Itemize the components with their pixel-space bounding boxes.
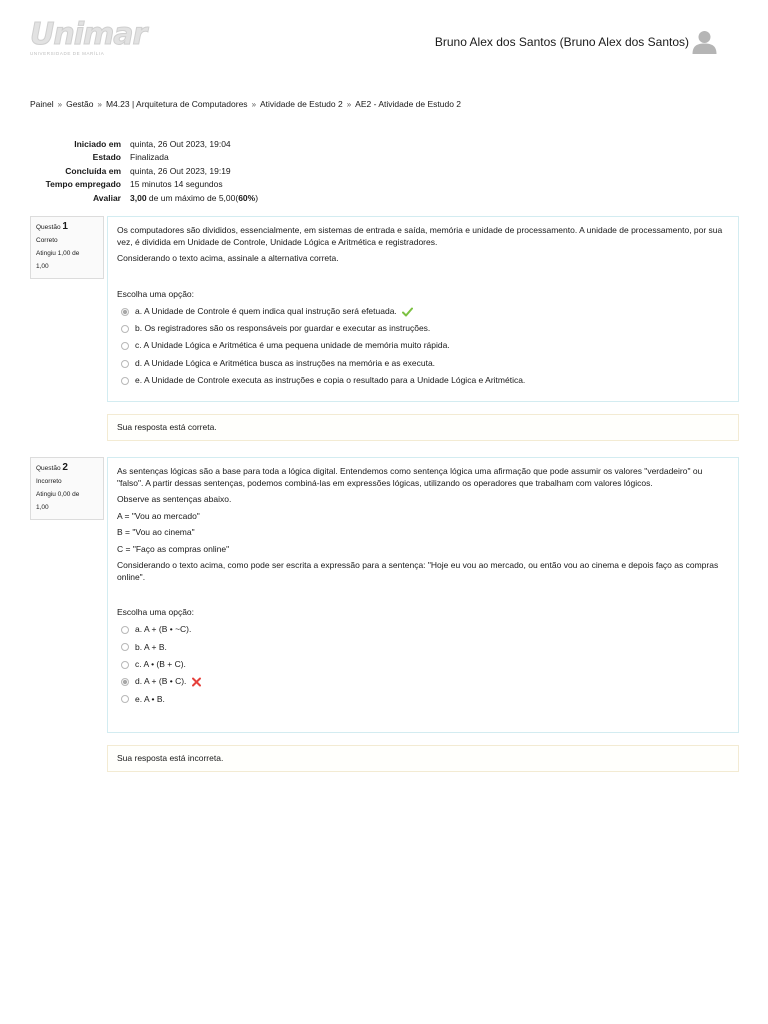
summary-row-time — [30, 178, 258, 192]
question-text: A = "Vou ao mercado" — [117, 510, 200, 521]
radio-button[interactable] — [121, 695, 129, 703]
question-1-content — [107, 216, 739, 402]
answer-option[interactable] — [117, 355, 729, 372]
summary-label: Estado — [92, 152, 121, 163]
breadcrumb — [30, 99, 461, 109]
radio-button[interactable] — [121, 342, 129, 350]
radio-button-selected[interactable] — [121, 678, 129, 686]
question-text: Considerando o texto acima, assinale a alternativa correta. — [117, 253, 339, 263]
logo-tagline: UNIVERSIDADE DE MARÍLIA — [30, 51, 105, 56]
question-grade: Atingiu 0,00 de — [36, 491, 80, 498]
answer-option[interactable] — [117, 372, 729, 389]
radio-button[interactable] — [121, 377, 129, 385]
breadcrumb-separator: » — [97, 100, 102, 109]
question-text: As sentenças lógicas são a base para toda a lógica digital. Entendemos como sentença lógica uma afirmação que pode assumir os valores "verdadeiro" ou "falso". A partir dessas sentenças, podemos combiná-las em expressões lógicas, utilizando os operadores que trabalham com valores lógicos. — [117, 466, 703, 488]
summary-value: quinta, 26 Out 2023, 19:19 — [130, 165, 231, 176]
question-number: Questão 1 — [36, 221, 68, 232]
question-1-feedback: Sua resposta está correta. — [107, 414, 739, 441]
attempt-summary — [30, 137, 258, 205]
choose-option-label: Escolha uma opção: — [117, 607, 195, 617]
question-1-info — [30, 216, 104, 279]
question-grade-max: 1,00 — [36, 504, 49, 511]
summary-row-state — [30, 151, 258, 165]
answer-option[interactable] — [117, 622, 729, 639]
breadcrumb-course[interactable]: M4.23 | Arquitetura de Computadores — [105, 99, 248, 109]
question-2-content — [107, 457, 739, 733]
answer-option[interactable] — [117, 673, 729, 690]
summary-row-started — [30, 137, 258, 151]
summary-label: Tempo empregado — [45, 179, 121, 190]
option-label: d. A + (B • C). — [135, 676, 187, 687]
summary-row-completed — [30, 164, 258, 178]
unimar-logo[interactable] — [30, 17, 152, 58]
grade-percent: 60% — [238, 192, 256, 203]
breadcrumb-separator: » — [346, 100, 352, 109]
question-status: Correto — [36, 237, 58, 244]
question-text: C = "Faço as compras online" — [117, 543, 230, 554]
choose-option-label: Escolha uma opção: — [117, 288, 195, 299]
question-text: Observe as sentenças abaixo. — [117, 494, 232, 504]
summary-value — [130, 191, 258, 205]
breadcrumb-separator: » — [251, 100, 257, 109]
question-status: Incorreto — [36, 478, 62, 485]
answer-option[interactable] — [117, 320, 729, 337]
summary-label: Avaliar — [92, 192, 121, 203]
radio-button[interactable] — [121, 325, 129, 333]
breadcrumb-current[interactable]: AE2 - Atividade de Estudo 2 — [355, 99, 462, 109]
cross-icon — [191, 677, 202, 687]
question-grade-max: 1,00 — [36, 263, 49, 270]
question-2-feedback: Sua resposta está incorreta. — [107, 745, 739, 772]
radio-button[interactable] — [121, 661, 129, 669]
radio-button[interactable] — [121, 643, 129, 651]
breadcrumb-painel[interactable]: Painel — [30, 99, 54, 109]
grade-score: 3,00 — [130, 192, 147, 203]
answer-option[interactable] — [117, 303, 729, 320]
radio-button-selected[interactable] — [121, 308, 129, 316]
option-label: a. A Unidade de Controle é quem indica qual instrução será efetuada. — [135, 305, 397, 316]
logo-wordmark: Unimar — [30, 17, 147, 52]
question-text: Os computadores são divididos, essencialmente, em sistemas de entrada e saída, memória e unidade de processamento. A unidade de processamento, por sua vez, é dividida em Unidade de Controle, Unidade Lógica e Aritmética e registradores. — [117, 225, 723, 247]
summary-label: Concluída em — [65, 165, 121, 176]
summary-label: Iniciado em — [74, 138, 121, 149]
question-text: B = "Vou ao cinema" — [117, 527, 195, 537]
question-grade: Atingiu 1,00 de — [36, 250, 80, 257]
user-avatar-icon[interactable] — [692, 30, 717, 54]
option-label: a. A + (B • ~C). — [135, 624, 192, 635]
check-icon — [402, 307, 413, 317]
option-label: c. A Unidade Lógica e Aritmética é uma pequena unidade de memória muito rápida. — [135, 340, 450, 351]
breadcrumb-activity[interactable]: Atividade de Estudo 2 — [260, 99, 343, 109]
summary-value: 15 minutos 14 segundos — [130, 179, 223, 190]
summary-value: quinta, 26 Out 2023, 19:04 — [130, 138, 231, 149]
summary-value: Finalizada — [130, 152, 169, 163]
option-label: d. A Unidade Lógica e Aritmética busca as instruções na memória e as executa. — [135, 357, 436, 368]
radio-button[interactable] — [121, 626, 129, 634]
breadcrumb-separator: » — [57, 100, 63, 109]
option-label: e. A Unidade de Controle executa as instruções e copia o resultado para a Unidade Lógica e Aritmética. — [135, 375, 526, 386]
answer-option[interactable] — [117, 338, 729, 355]
question-2-info — [30, 457, 104, 520]
question-number: Questão 2 — [36, 462, 68, 473]
grade-text-end: ) — [255, 192, 259, 203]
option-label: b. Os registradores são os responsáveis por guardar e executar as instruções. — [135, 323, 431, 334]
answer-option[interactable] — [117, 691, 729, 708]
option-label: c. A • (B + C). — [135, 658, 186, 669]
question-text: Considerando o texto acima, como pode ser escrita a expressão para a sentença: "Hoje eu vou ao mercado, ou então vou ao cinema e depois faço as compras online". — [117, 560, 719, 582]
breadcrumb-gestao[interactable]: Gestão — [66, 99, 94, 109]
option-label: e. A • B. — [135, 693, 165, 704]
summary-row-grade — [30, 191, 258, 205]
grade-text: de um máximo de 5,00( — [146, 192, 239, 203]
answer-option[interactable] — [117, 656, 729, 673]
radio-button[interactable] — [121, 360, 129, 368]
user-name[interactable]: Bruno Alex dos Santos (Bruno Alex dos Santos) — [434, 35, 689, 49]
answer-option[interactable] — [117, 639, 729, 656]
option-label: b. A + B. — [135, 641, 167, 652]
